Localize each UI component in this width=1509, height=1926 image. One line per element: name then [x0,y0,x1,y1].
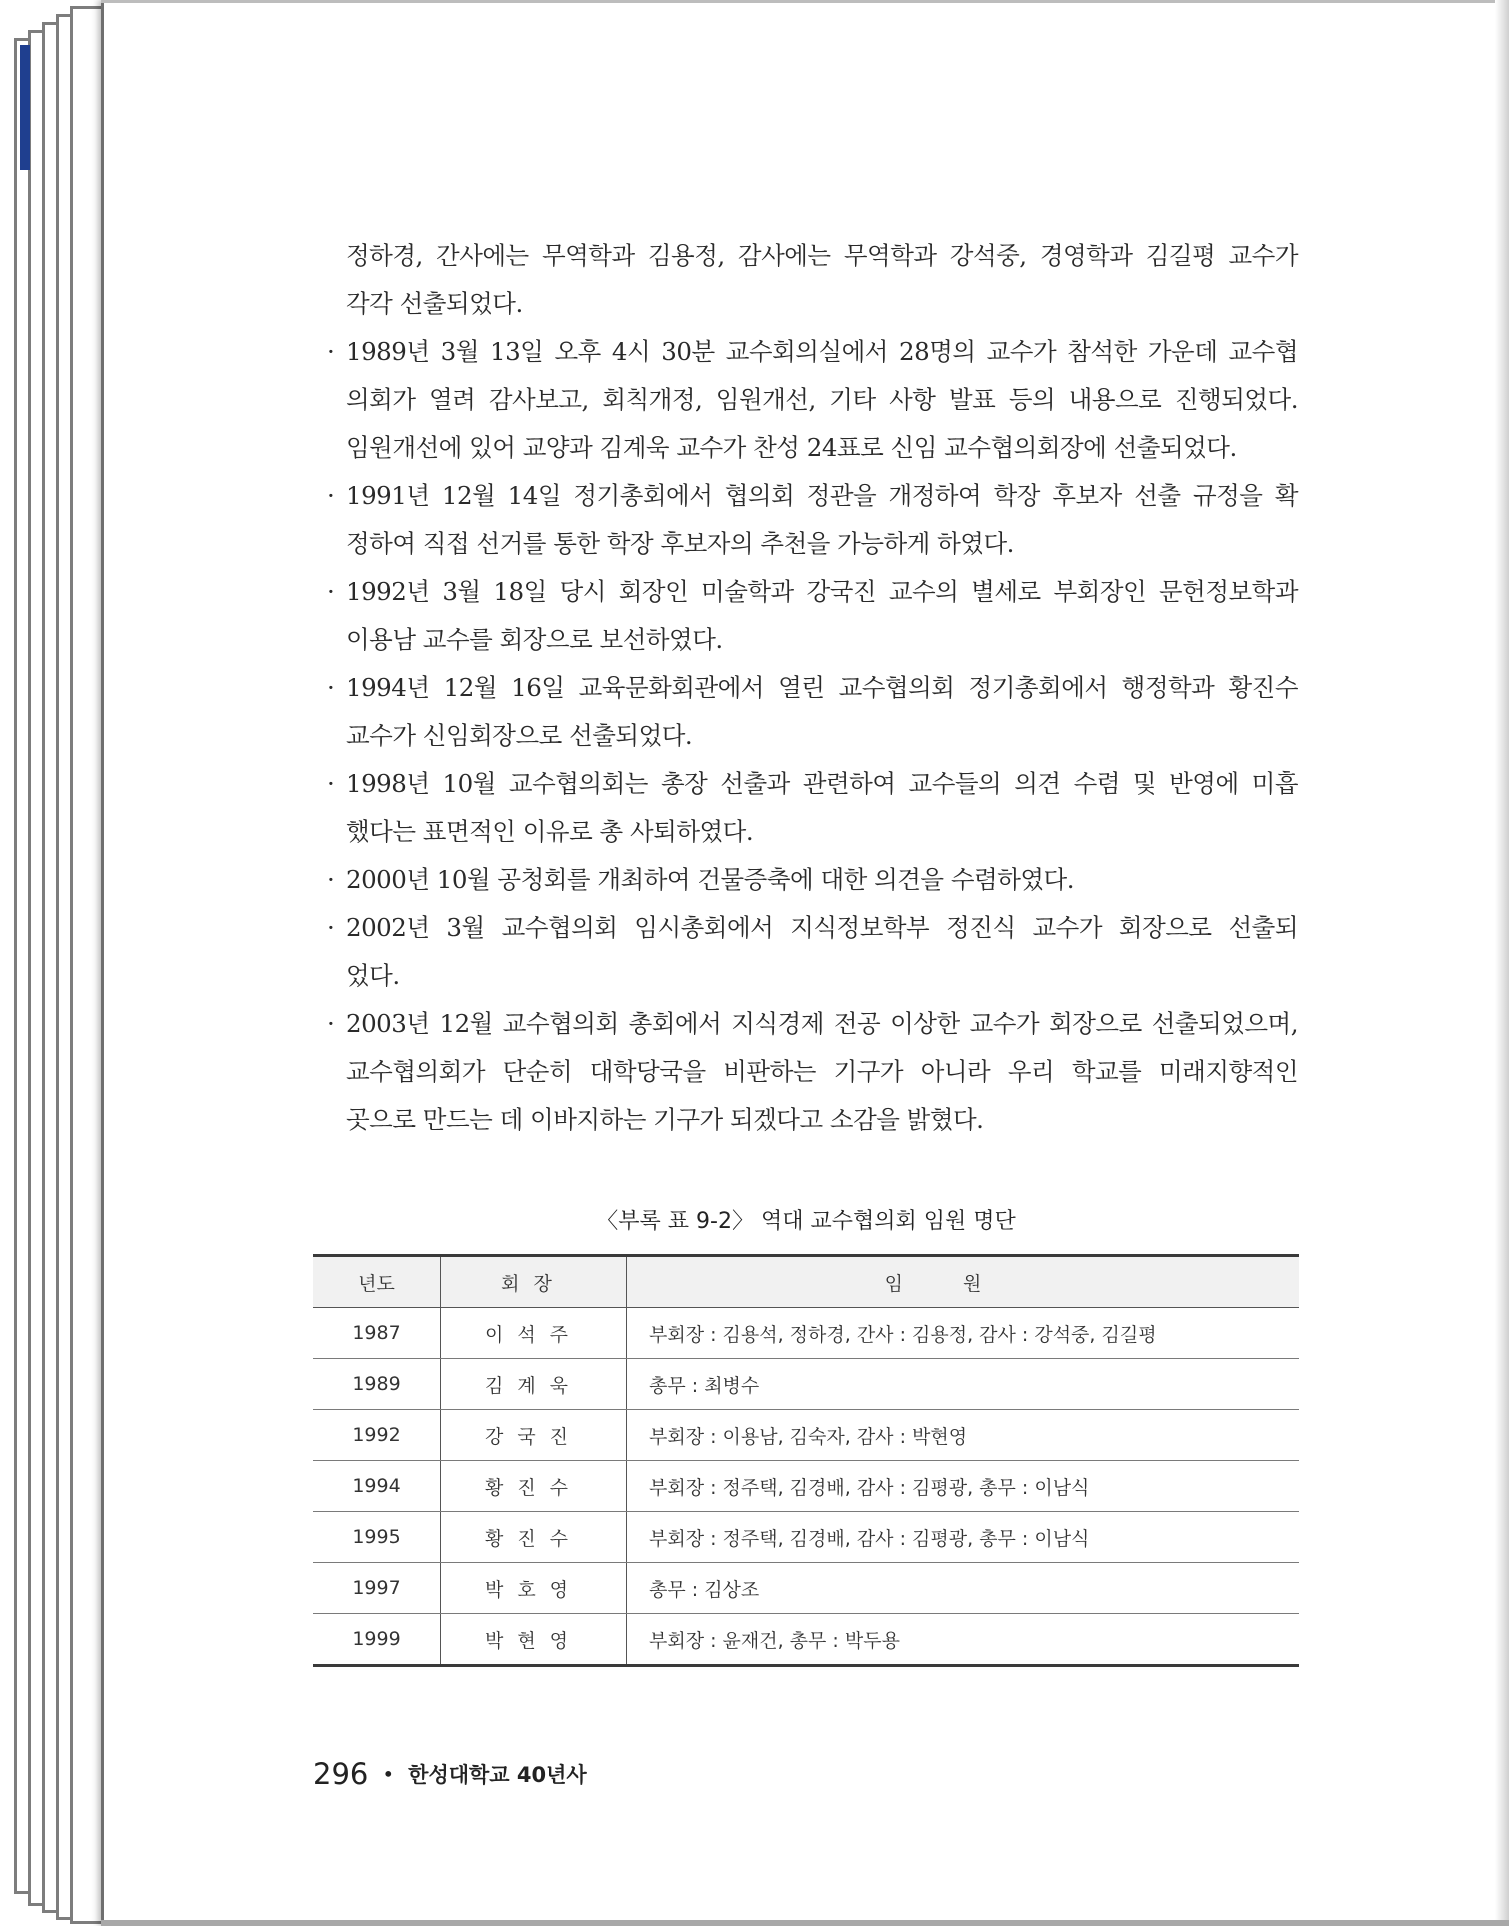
table-row [313,1614,1299,1666]
page-right-edge [1495,0,1509,1926]
bullet-item [327,1000,1298,1144]
cell-officers: 부회장 : 윤재건, 총무 : 박두용 [627,1614,1300,1666]
bullet-item [327,568,1298,664]
bullet-mark: · [327,337,335,366]
table-row [313,1359,1299,1410]
cell-year: 1995 [313,1512,441,1563]
text-line: 1991년 12월 14일 정기총회에서 협의회 정관을 개정하여 학장 후보자 선출 규정을 확 [346,481,1298,510]
text-line: 2003년 12월 교수협의회 총회에서 지식경제 전공 이상한 교수가 회장으로 선출되었으며, [346,1009,1298,1038]
table-row [313,1410,1299,1461]
paragraph [346,232,1298,328]
bullet-mark: · [327,673,335,702]
page-number: 296 [313,1757,369,1791]
header-officers: 임원 [627,1256,1300,1308]
bullet-item [327,664,1298,760]
cell-president: 이석주 [441,1308,627,1359]
text-line: 임원개선에 있어 교양과 김계욱 교수가 찬성 24표로 신임 교수협의회장에 선출되었다. [346,433,1237,462]
cell-officers: 총무 : 최병수 [627,1359,1300,1410]
bullet-mark: · [327,577,335,606]
page-stack [0,0,110,1926]
table-row [313,1461,1299,1512]
header-president: 회장 [441,1256,627,1308]
bullet-mark: · [327,913,335,942]
cell-officers: 총무 : 김상조 [627,1563,1300,1614]
text-line: 정하여 직접 선거를 통한 학장 후보자의 추천을 가능하게 하였다. [346,529,1014,558]
cell-president: 박호영 [441,1563,627,1614]
bullet-item [327,760,1298,856]
table-caption: 〈부록 표 9-2〉 역대 교수협의회 임원 명단 [596,1209,1016,1234]
text-line: 곳으로 만드는 데 이바지하는 기구가 되겠다고 소감을 밝혔다. [346,1105,984,1134]
text-line: 교수가 신임회장으로 선출되었다. [346,721,693,750]
cell-president: 황진수 [441,1512,627,1563]
table-row [313,1563,1299,1614]
bullet-item [327,328,1298,472]
page-top-edge [101,0,1501,3]
text-line: 1992년 3월 18일 당시 회장인 미술학과 강국진 교수의 별세로 부회장인 문헌정보학과 [346,577,1298,606]
cell-president: 강국진 [441,1410,627,1461]
table-body [313,1308,1299,1666]
text-line: 했다는 표면적인 이유로 총 사퇴하였다. [346,817,754,846]
text-line: 의회가 열려 감사보고, 회칙개정, 임원개선, 기타 사항 발표 등의 내용으로 진행되었다. [346,385,1298,414]
page-footer [313,1757,587,1791]
header-year: 년도 [313,1256,441,1308]
cell-year: 1997 [313,1563,441,1614]
text-line: 교수협의회가 단순히 대학당국을 비판하는 기구가 아니라 우리 학교를 미래지향적인 [346,1057,1298,1086]
text-line: 각각 선출되었다. [346,289,523,318]
cell-year: 1994 [313,1461,441,1512]
cell-year: 1992 [313,1410,441,1461]
bullet-item [327,472,1298,568]
bullet-mark: · [327,481,335,510]
table-row [313,1308,1299,1359]
table-row [313,1512,1299,1563]
table-header-row [313,1256,1299,1308]
text-line: 2002년 3월 교수협의회 임시총회에서 지식정보학부 정진식 교수가 회장으로 선출되 [346,913,1298,942]
text-line: 1989년 3월 13일 오후 4시 30분 교수회의실에서 28명의 교수가 참석한 가운데 교수협 [346,337,1298,366]
footer-separator: • [382,1762,395,1786]
text-line: 1994년 12월 16일 교육문화회관에서 열린 교수협의회 정기총회에서 행정학과 황진수 [346,673,1298,702]
text-line: 정하경, 간사에는 무역학과 김용정, 감사에는 무역학과 강석중, 경영학과 김길평 교수가 [346,241,1298,270]
book-spine-accent [20,45,30,170]
bullet-item [327,904,1298,1000]
cell-year: 1987 [313,1308,441,1359]
body-text [327,232,1298,1144]
text-line: 었다. [346,961,400,990]
officers-table [313,1254,1299,1667]
book-title: 한성대학교 40년사 [408,1763,587,1787]
page-bottom-edge [101,1920,1509,1926]
bullet-mark: · [327,769,335,798]
cell-officers: 부회장 : 정주택, 김경배, 감사 : 김평광, 총무 : 이남식 [627,1512,1300,1563]
bullet-mark: · [327,865,335,894]
cell-officers: 부회장 : 이용남, 김숙자, 감사 : 박현영 [627,1410,1300,1461]
cell-president: 김계욱 [441,1359,627,1410]
cell-year: 1989 [313,1359,441,1410]
cell-year: 1999 [313,1614,441,1666]
bullet-item [327,856,1298,904]
text-line: 2000년 10월 공청회를 개최하여 건물증축에 대한 의견을 수렴하였다. [346,865,1075,894]
cell-officers: 부회장 : 정주택, 김경배, 감사 : 김평광, 총무 : 이남식 [627,1461,1300,1512]
cell-officers: 부회장 : 김용석, 정하경, 간사 : 김용정, 감사 : 강석중, 김길평 [627,1308,1300,1359]
text-line: 이용남 교수를 회장으로 보선하였다. [346,625,723,654]
bullet-mark: · [327,1009,335,1038]
text-line: 1998년 10월 교수협의회는 총장 선출과 관련하여 교수들의 의견 수렴 및 반영에 미흡 [346,769,1298,798]
cell-president: 박현영 [441,1614,627,1666]
cell-president: 황진수 [441,1461,627,1512]
